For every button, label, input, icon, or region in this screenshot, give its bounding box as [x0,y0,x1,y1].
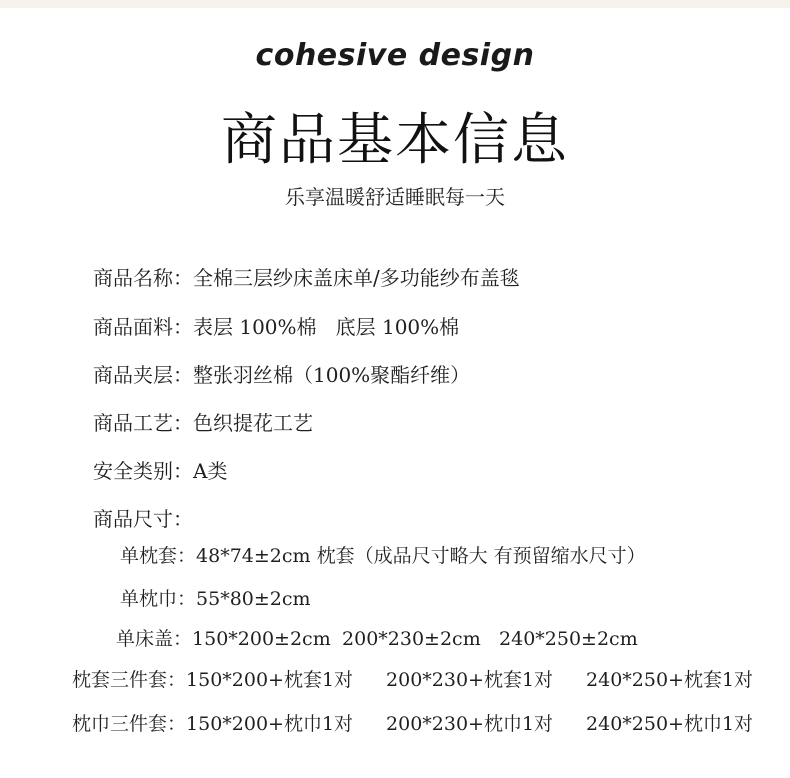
size-option-1: 150*200+枕套1对 [186,669,354,691]
size-row-pillow-towel [120,586,311,612]
page-title: 商品基本信息 [221,108,569,173]
row-safety [93,458,227,484]
row-value: 表层 100%棉 底层 100%棉 [193,315,460,339]
row-label: 商品夹层： [93,363,193,387]
size-value: 48*74±2cm 枕套（成品尺寸略大 有预留缩水尺寸） [196,545,646,567]
size-option-1: 150*200+枕巾1对 [186,713,354,735]
size-option-2: 200*230+枕巾1对 [386,713,554,735]
row-value: 全棉三层纱床盖床单/多功能纱布盖毯 [193,266,520,290]
size-option-3: 240*250±2cm [499,628,638,650]
row-label: 安全类别： [93,459,193,483]
row-product-name [93,265,520,291]
size-option-1: 150*200±2cm [192,628,331,650]
size-value: 55*80±2cm [196,588,311,610]
row-value: 色织提花工艺 [193,411,313,435]
size-label: 单床盖： [116,628,193,650]
size-label: 枕巾三件套： [72,713,187,735]
size-row-bed-cover [116,626,638,652]
row-value: 整张羽丝棉（100%聚酯纤维） [193,363,471,387]
row-label: 商品面料： [93,315,193,339]
size-option-3: 240*250+枕套1对 [586,669,754,691]
row-label: 商品名称： [93,266,193,290]
size-option-3: 240*250+枕巾1对 [586,713,754,735]
row-value: A类 [193,459,228,483]
size-option-2: 200*230±2cm [342,628,481,650]
size-row-pillow-towel-set [72,711,753,737]
brand-tagline: cohesive design [255,38,535,73]
row-label: 商品工艺： [93,411,193,435]
size-label: 单枕巾： [120,588,197,610]
size-label: 单枕套： [120,545,197,567]
row-filling [93,362,470,388]
size-row-pillowcase [120,543,646,569]
size-option-2: 200*230+枕套1对 [386,669,554,691]
row-label: 商品尺寸： [93,507,193,531]
row-fabric [93,314,459,340]
size-row-pillowcase-set [72,667,753,693]
row-size-heading [93,506,193,532]
top-strip [0,0,790,8]
row-craft [93,410,313,436]
size-label: 枕套三件套： [72,669,187,691]
page-subtitle: 乐享温暖舒适睡眠每一天 [285,185,505,209]
